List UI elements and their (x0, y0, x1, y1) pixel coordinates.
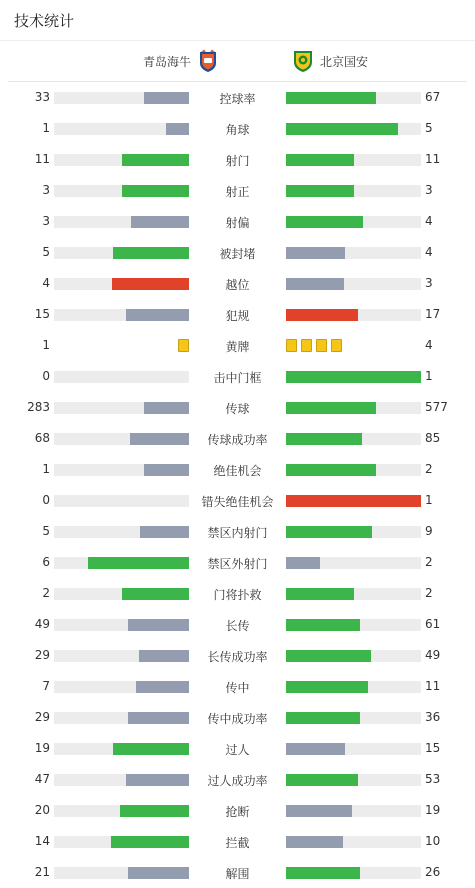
stat-label: 传球 (225, 402, 250, 416)
stat-label: 过人成功率 (207, 774, 268, 788)
yellow-card-icon (286, 339, 297, 352)
stat-label: 犯规 (225, 309, 250, 323)
away-stat-value: 1 (425, 493, 433, 507)
home-bar-track (54, 681, 189, 693)
away-bar-fill (286, 309, 358, 321)
away-bar-fill (286, 588, 354, 600)
home-stat-value: 1 (42, 462, 50, 476)
away-bar-fill (286, 433, 362, 445)
page-title: 技术统计 (0, 0, 475, 41)
stat-label: 长传成功率 (207, 650, 268, 664)
stat-row (0, 671, 475, 702)
stat-row (0, 795, 475, 826)
yellow-card-icon (331, 339, 342, 352)
home-team[interactable] (143, 49, 219, 73)
away-stat-value: 26 (425, 865, 441, 879)
away-stat-value: 5 (425, 121, 433, 135)
stat-label: 抢断 (225, 805, 250, 819)
away-bar-track (286, 650, 421, 662)
home-bar-fill (144, 92, 189, 104)
home-stat-value: 3 (42, 183, 50, 197)
away-bar-track (286, 774, 421, 786)
away-bar-fill (286, 495, 421, 507)
yellow-card-icon (301, 339, 312, 352)
away-bar-track (286, 557, 421, 569)
away-bar-fill (286, 867, 360, 879)
qingdao-hainiu-logo-icon (197, 49, 219, 73)
home-stat-value: 68 (34, 431, 50, 445)
stat-row (0, 733, 475, 764)
home-stat-value: 5 (42, 245, 50, 259)
home-yellow-cards (54, 339, 189, 352)
stat-label: 禁区外射门 (207, 557, 268, 571)
home-bar-track (54, 743, 189, 755)
away-stat-value: 1 (425, 369, 433, 383)
home-bar-track (54, 309, 189, 321)
away-bar-track (286, 154, 421, 166)
away-stat-value: 53 (425, 772, 441, 786)
away-stat-value: 4 (425, 214, 433, 228)
stat-label: 绝佳机会 (213, 464, 262, 478)
away-bar-track (286, 92, 421, 104)
stat-row (0, 516, 475, 547)
away-stat-value: 9 (425, 524, 433, 538)
stat-row (0, 237, 475, 268)
home-stat-value: 0 (42, 493, 50, 507)
home-stat-value: 2 (42, 586, 50, 600)
home-bar-track (54, 557, 189, 569)
away-bar-fill (286, 216, 363, 228)
away-bar-fill (286, 712, 360, 724)
home-bar-track (54, 216, 189, 228)
home-bar-track (54, 123, 189, 135)
home-bar-fill (130, 433, 189, 445)
home-bar-fill (144, 402, 189, 414)
stat-row (0, 826, 475, 857)
stat-row (0, 547, 475, 578)
away-bar-track (286, 123, 421, 135)
away-bar-track (286, 247, 421, 259)
away-stat-value: 2 (425, 555, 433, 569)
home-bar-track (54, 588, 189, 600)
stat-row (0, 640, 475, 671)
away-bar-fill (286, 526, 372, 538)
stat-label: 黄牌 (225, 340, 250, 354)
away-bar-track (286, 867, 421, 879)
home-team-name: 青岛海牛 (142, 54, 191, 69)
home-stat-value: 14 (34, 834, 50, 848)
away-bar-track (286, 836, 421, 848)
home-stat-value: 29 (34, 648, 50, 662)
away-bar-track (286, 371, 421, 383)
home-bar-fill (113, 743, 189, 755)
stat-label: 过人 (225, 743, 250, 757)
away-stat-value: 3 (425, 183, 433, 197)
away-bar-fill (286, 92, 376, 104)
away-stat-value: 4 (425, 245, 433, 259)
home-bar-track (54, 836, 189, 848)
away-bar-track (286, 433, 421, 445)
home-bar-fill (120, 805, 189, 817)
away-bar-fill (286, 247, 345, 259)
home-stat-value: 283 (27, 400, 50, 414)
stat-row (0, 485, 475, 516)
stat-row (0, 702, 475, 733)
home-bar-fill (128, 619, 189, 631)
away-bar-track (286, 681, 421, 693)
home-stat-value: 15 (34, 307, 50, 321)
away-bar-fill (286, 681, 368, 693)
away-stat-value: 15 (425, 741, 441, 755)
away-bar-fill (286, 743, 345, 755)
home-bar-track (54, 371, 189, 383)
home-bar-track (54, 805, 189, 817)
stat-row (0, 857, 475, 888)
home-bar-fill (126, 309, 189, 321)
home-bar-track (54, 278, 189, 290)
away-bar-fill (286, 557, 320, 569)
home-bar-track (54, 495, 189, 507)
home-stat-value: 11 (34, 152, 50, 166)
stat-row (0, 113, 475, 144)
away-stat-value: 19 (425, 803, 441, 817)
home-stat-value: 33 (34, 90, 50, 104)
home-bar-track (54, 433, 189, 445)
away-stat-value: 10 (425, 834, 441, 848)
home-bar-fill (122, 185, 190, 197)
home-bar-track (54, 402, 189, 414)
home-stat-value: 6 (42, 555, 50, 569)
away-bar-track (286, 309, 421, 321)
home-bar-fill (136, 681, 189, 693)
away-stat-value: 49 (425, 648, 441, 662)
stats-list (0, 82, 475, 888)
home-bar-fill (128, 867, 189, 879)
home-bar-fill (88, 557, 189, 569)
stat-label: 错失绝佳机会 (201, 495, 274, 509)
stat-label: 解围 (225, 867, 250, 881)
home-bar-fill (166, 123, 189, 135)
home-stat-value: 49 (34, 617, 50, 631)
home-stat-value: 20 (34, 803, 50, 817)
stat-label: 长传 (225, 619, 250, 633)
stat-label: 越位 (225, 278, 250, 292)
home-bar-fill (126, 774, 189, 786)
stat-row (0, 82, 475, 113)
away-bar-fill (286, 278, 344, 290)
home-stat-value: 1 (42, 121, 50, 135)
stat-label: 传中 (225, 681, 250, 695)
away-bar-fill (286, 805, 352, 817)
away-stat-value: 2 (425, 586, 433, 600)
away-bar-track (286, 495, 421, 507)
away-bar-track (286, 805, 421, 817)
home-stat-value: 47 (34, 772, 50, 786)
stat-row (0, 175, 475, 206)
away-stat-value: 17 (425, 307, 441, 321)
stat-label: 射正 (225, 185, 250, 199)
stat-label: 射偏 (225, 216, 250, 230)
away-team[interactable] (292, 49, 368, 73)
away-stat-value: 85 (425, 431, 441, 445)
away-stat-value: 61 (425, 617, 441, 631)
home-bar-track (54, 526, 189, 538)
stat-label: 拦截 (225, 836, 250, 850)
home-bar-fill (122, 588, 190, 600)
away-bar-fill (286, 154, 354, 166)
away-bar-track (286, 743, 421, 755)
away-bar-track (286, 464, 421, 476)
away-bar-track (286, 216, 421, 228)
stat-label: 被封堵 (219, 247, 256, 261)
home-stat-value: 7 (42, 679, 50, 693)
home-stat-value: 29 (34, 710, 50, 724)
stat-row (0, 268, 475, 299)
home-bar-track (54, 619, 189, 631)
stat-row (0, 454, 475, 485)
home-bar-track (54, 464, 189, 476)
stat-label: 控球率 (219, 92, 256, 106)
home-bar-fill (122, 154, 190, 166)
stat-row (0, 361, 475, 392)
away-team-name: 北京国安 (320, 54, 369, 69)
team-header (8, 41, 467, 82)
stat-label: 传中成功率 (207, 712, 268, 726)
stat-label: 射门 (225, 154, 250, 168)
away-bar-fill (286, 836, 343, 848)
home-bar-fill (139, 650, 189, 662)
yellow-card-icon (316, 339, 327, 352)
home-bar-fill (140, 526, 189, 538)
away-stat-value: 2 (425, 462, 433, 476)
stat-row (0, 578, 475, 609)
away-bar-fill (286, 774, 358, 786)
stat-row (0, 144, 475, 175)
yellow-card-icon (178, 339, 189, 352)
stat-label: 禁区内射门 (207, 526, 268, 540)
away-bar-fill (286, 371, 421, 383)
home-stat-value: 21 (34, 865, 50, 879)
stat-row (0, 764, 475, 795)
stat-label: 门将扑救 (213, 588, 262, 602)
away-bar-track (286, 712, 421, 724)
away-bar-fill (286, 464, 376, 476)
home-bar-fill (131, 216, 189, 228)
away-bar-track (286, 278, 421, 290)
home-bar-track (54, 92, 189, 104)
home-stat-value: 3 (42, 214, 50, 228)
stat-row (0, 299, 475, 330)
home-stat-value: 0 (42, 369, 50, 383)
away-bar-fill (286, 123, 398, 135)
stat-label: 角球 (225, 123, 250, 137)
away-bar-track (286, 526, 421, 538)
home-bar-track (54, 247, 189, 259)
home-bar-fill (111, 836, 189, 848)
away-bar-fill (286, 402, 376, 414)
away-stat-value: 577 (425, 400, 448, 414)
away-bar-fill (286, 650, 371, 662)
stat-row (0, 609, 475, 640)
home-bar-fill (113, 247, 189, 259)
away-stat-value: 11 (425, 152, 441, 166)
stat-row (0, 330, 475, 361)
stat-label: 击中门框 (213, 371, 262, 385)
away-bar-track (286, 402, 421, 414)
away-stat-value: 4 (425, 338, 433, 352)
away-yellow-cards (286, 339, 421, 352)
stat-row (0, 206, 475, 237)
beijing-guoan-logo-icon (292, 49, 314, 73)
home-bar-track (54, 712, 189, 724)
away-bar-fill (286, 185, 354, 197)
stat-row (0, 392, 475, 423)
away-bar-track (286, 185, 421, 197)
home-bar-fill (144, 464, 189, 476)
home-bar-fill (128, 712, 189, 724)
home-bar-track (54, 867, 189, 879)
home-stat-value: 4 (42, 276, 50, 290)
away-stat-value: 3 (425, 276, 433, 290)
home-bar-track (54, 650, 189, 662)
home-stat-value: 1 (42, 338, 50, 352)
away-bar-track (286, 588, 421, 600)
stat-label: 传球成功率 (207, 433, 268, 447)
away-stat-value: 36 (425, 710, 441, 724)
home-bar-fill (112, 278, 189, 290)
home-bar-track (54, 185, 189, 197)
home-bar-track (54, 774, 189, 786)
away-stat-value: 67 (425, 90, 441, 104)
home-stat-value: 19 (34, 741, 50, 755)
home-stat-value: 5 (42, 524, 50, 538)
stat-row (0, 423, 475, 454)
away-bar-track (286, 619, 421, 631)
home-bar-track (54, 154, 189, 166)
away-bar-fill (286, 619, 360, 631)
away-stat-value: 11 (425, 679, 441, 693)
